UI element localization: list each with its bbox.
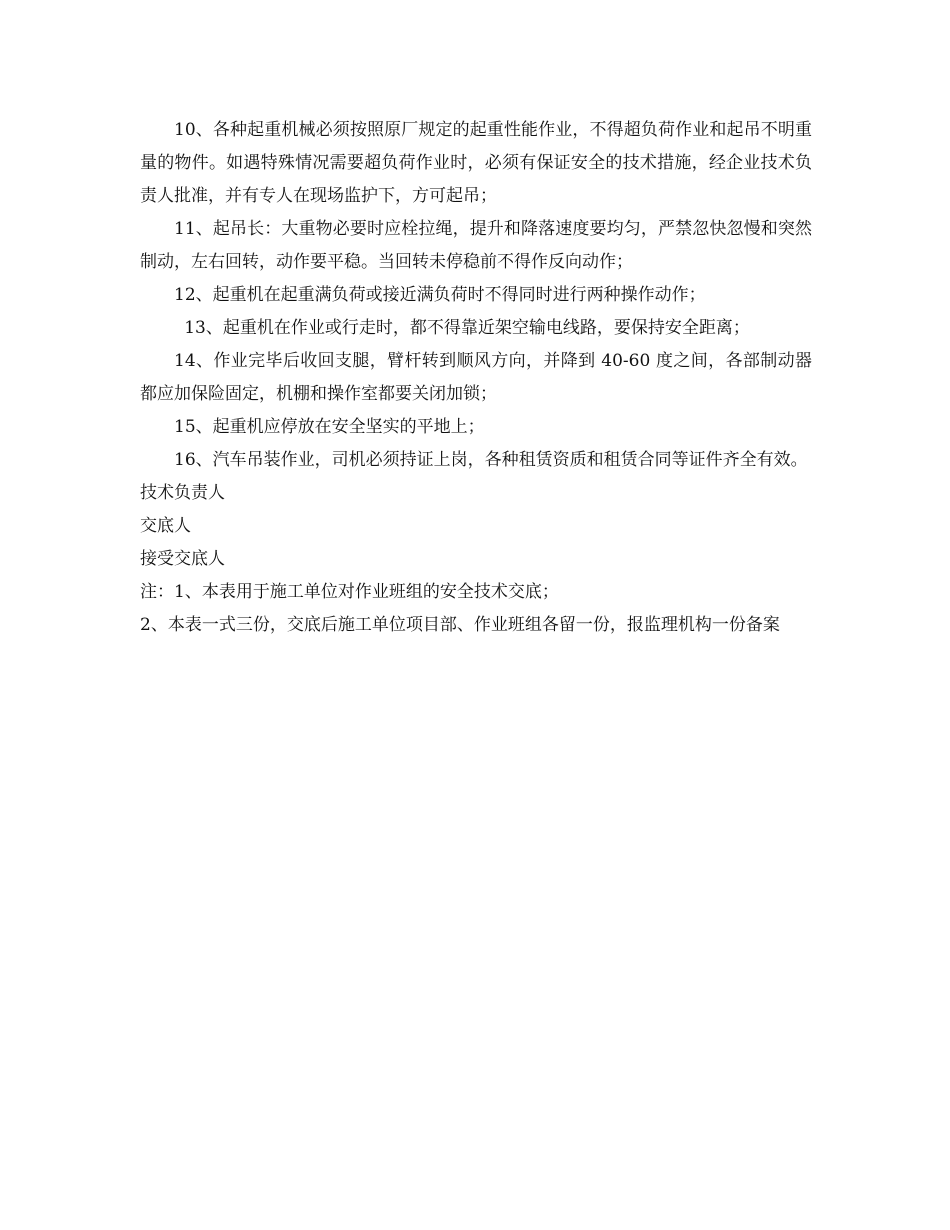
note-1: 注：1、本表用于施工单位对作业班组的安全技术交底；	[140, 582, 559, 602]
clause-11: 11、起吊长：大重物必要时应栓拉绳，提升和降落速度要均匀，严禁忽快忽慢和突然制动，左右回转，动作要平稳。当回转未停稳前不得作反向动作；	[140, 219, 812, 272]
clause-16: 16、汽车吊装作业，司机必须持证上岗，各种租赁资质和租赁合同等证件齐全有效。	[174, 450, 808, 470]
signature-recipient: 接受交底人	[140, 549, 225, 569]
clause-14: 14、作业完毕后收回支腿，臂杆转到顺风方向，并降到 40-60 度之间，各部制动器都应加保险固定，机棚和操作室都要关闭加锁；	[140, 351, 812, 404]
signature-briefer: 交底人	[140, 516, 191, 536]
clause-10: 10、各种起重机械必须按照原厂规定的起重性能作业，不得超负荷作业和起吊不明重量的物件。如遇特殊情况需要超负荷作业时，必须有保证安全的技术措施，经企业技术负责人批准，并有专人在现场监护下，方可起吊；	[140, 120, 812, 206]
clause-12: 12、起重机在起重满负荷或接近满负荷时不得同时进行两种操作动作；	[174, 285, 706, 305]
clause-13: 13、起重机在作业或行走时，都不得靠近架空输电线路，要保持安全距离；	[184, 318, 750, 338]
signature-technical-lead: 技术负责人	[140, 483, 225, 503]
clause-15: 15、起重机应停放在安全坚实的平地上；	[174, 417, 485, 437]
document-body	[140, 114, 812, 642]
note-2: 2、本表一式三份，交底后施工单位项目部、作业班组各留一份，报监理机构一份备案	[140, 615, 780, 635]
